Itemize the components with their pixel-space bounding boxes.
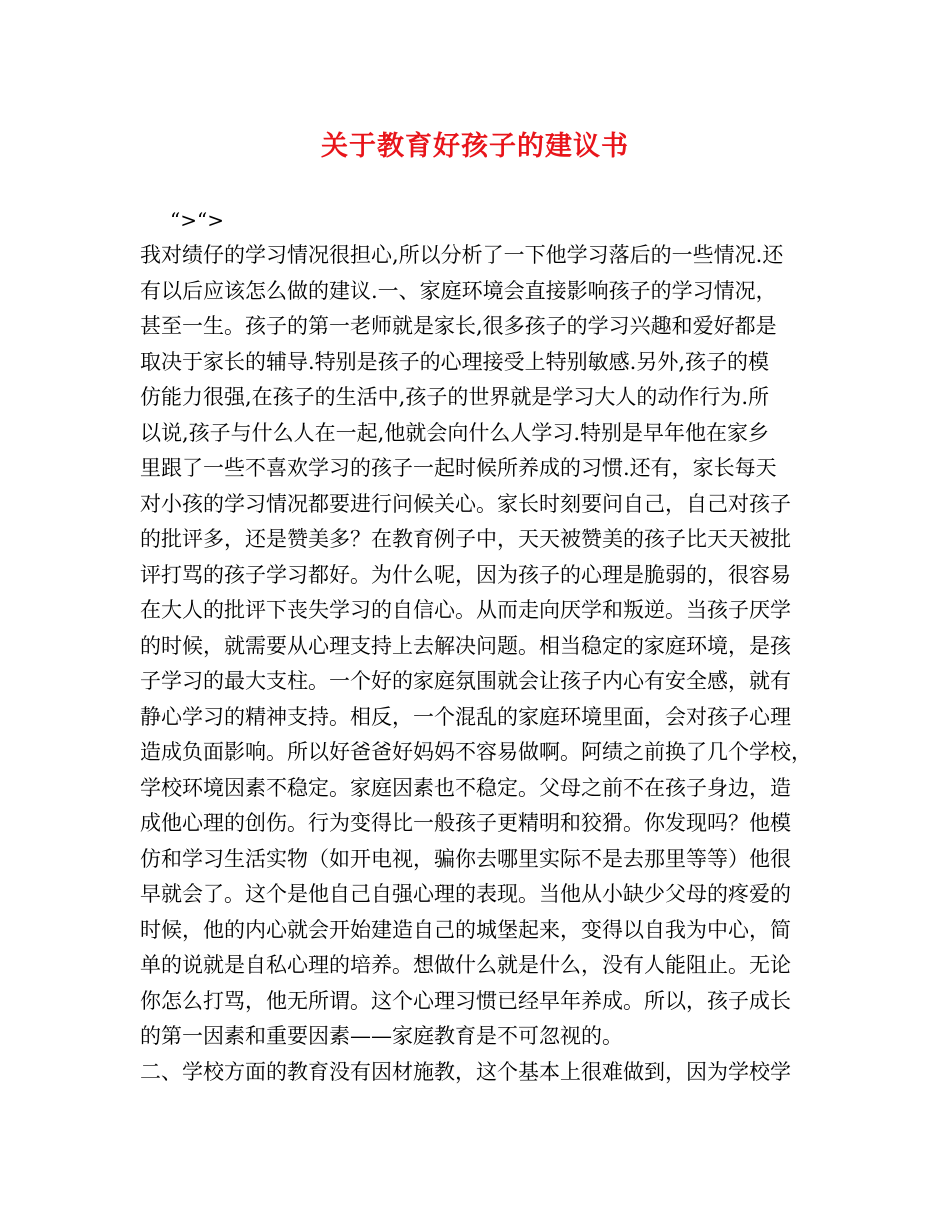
body-line: 你怎么打骂，他无所谓。这个心理习惯已经早年养成。所以，孩子成长 xyxy=(140,988,791,1013)
body-line: 的第一因素和重要因素——家庭教育是不可忽视的。 xyxy=(140,1024,623,1048)
body-line: 时候，他的内心就会开始建造自己的城堡起来，变得以自我为中心，简 xyxy=(140,917,791,942)
body-line: 里跟了一些不喜欢学习的孩子一起时候所养成的习惯.还有，家长每天 xyxy=(140,456,777,480)
document-title: 关于教育好孩子的建议书 xyxy=(321,131,629,162)
body-line: 甚至一生。孩子的第一老师就是家长,很多孩子的学习兴趣和爱好都是 xyxy=(140,314,777,338)
body-line: 学校环境因素不稳定。家庭因素也不稳定。父母之前不在孩子身边，造 xyxy=(140,775,791,800)
quote-mark-text: “>“> xyxy=(170,208,224,232)
body-line: 的时候，就需要从心理支持上去解决问题。相当稳定的家庭环境，是孩 xyxy=(140,633,791,658)
body-line: 仿能力很强,在孩子的生活中,孩子的世界就是学习大人的动作行为.所 xyxy=(140,385,770,409)
body-line: 以说,孩子与什么人在一起,他就会向什么人学习.特别是早年他在家乡 xyxy=(140,420,770,445)
body-line: 有以后应该怎么做的建议.一、家庭环境会直接影响孩子的学习情况， xyxy=(140,278,777,303)
body-line: 在大人的批评下丧失学习的自信心。从而走向厌学和叛逆。当孩子厌学 xyxy=(140,598,791,622)
document-body xyxy=(140,238,830,1090)
body-line: 我对绩仔的学习情况很担心,所以分析了一下他学习落后的一些情况.还 xyxy=(140,243,784,267)
body-line: 成他心理的创伤。行为变得比一般孩子更精明和狡猾。你发现吗？他模 xyxy=(140,811,791,835)
body-line: 子学习的最大支柱。一个好的家庭氛围就会让孩子内心有安全感，就有 xyxy=(140,669,791,693)
body-line: 二、学校方面的教育没有因材施教，这个基本上很难做到，因为学校学 xyxy=(140,1059,791,1084)
body-line: 造成负面影响。所以好爸爸好妈妈不容易做啊。阿绩之前换了几个学校， xyxy=(140,740,812,764)
body-line: 对小孩的学习情况都要进行问候关心。家长时刻要问自己，自己对孩子 xyxy=(140,491,791,516)
body-line: 取决于家长的辅导.特别是孩子的心理接受上特别敏感.另外,孩子的模 xyxy=(140,349,770,374)
body-line: 静心学习的精神支持。相反，一个混乱的家庭环境里面，会对孩子心理 xyxy=(140,704,791,729)
body-line: 评打骂的孩子学习都好。为什么呢，因为孩子的心理是脆弱的，很容易 xyxy=(140,562,791,587)
body-line: 仿和学习生活实物（如开电视，骗你去哪里实际不是去那里等等）他很 xyxy=(140,846,791,871)
body-line: 单的说就是自私心理的培养。想做什么就是什么，没有人能阻止。无论 xyxy=(140,953,791,977)
body-line: 早就会了。这个是他自己自强心理的表现。当他从小缺少父母的疼爱的 xyxy=(140,882,791,906)
body-line: 的批评多，还是赞美多？在教育例子中，天天被赞美的孩子比天天被批 xyxy=(140,527,791,551)
